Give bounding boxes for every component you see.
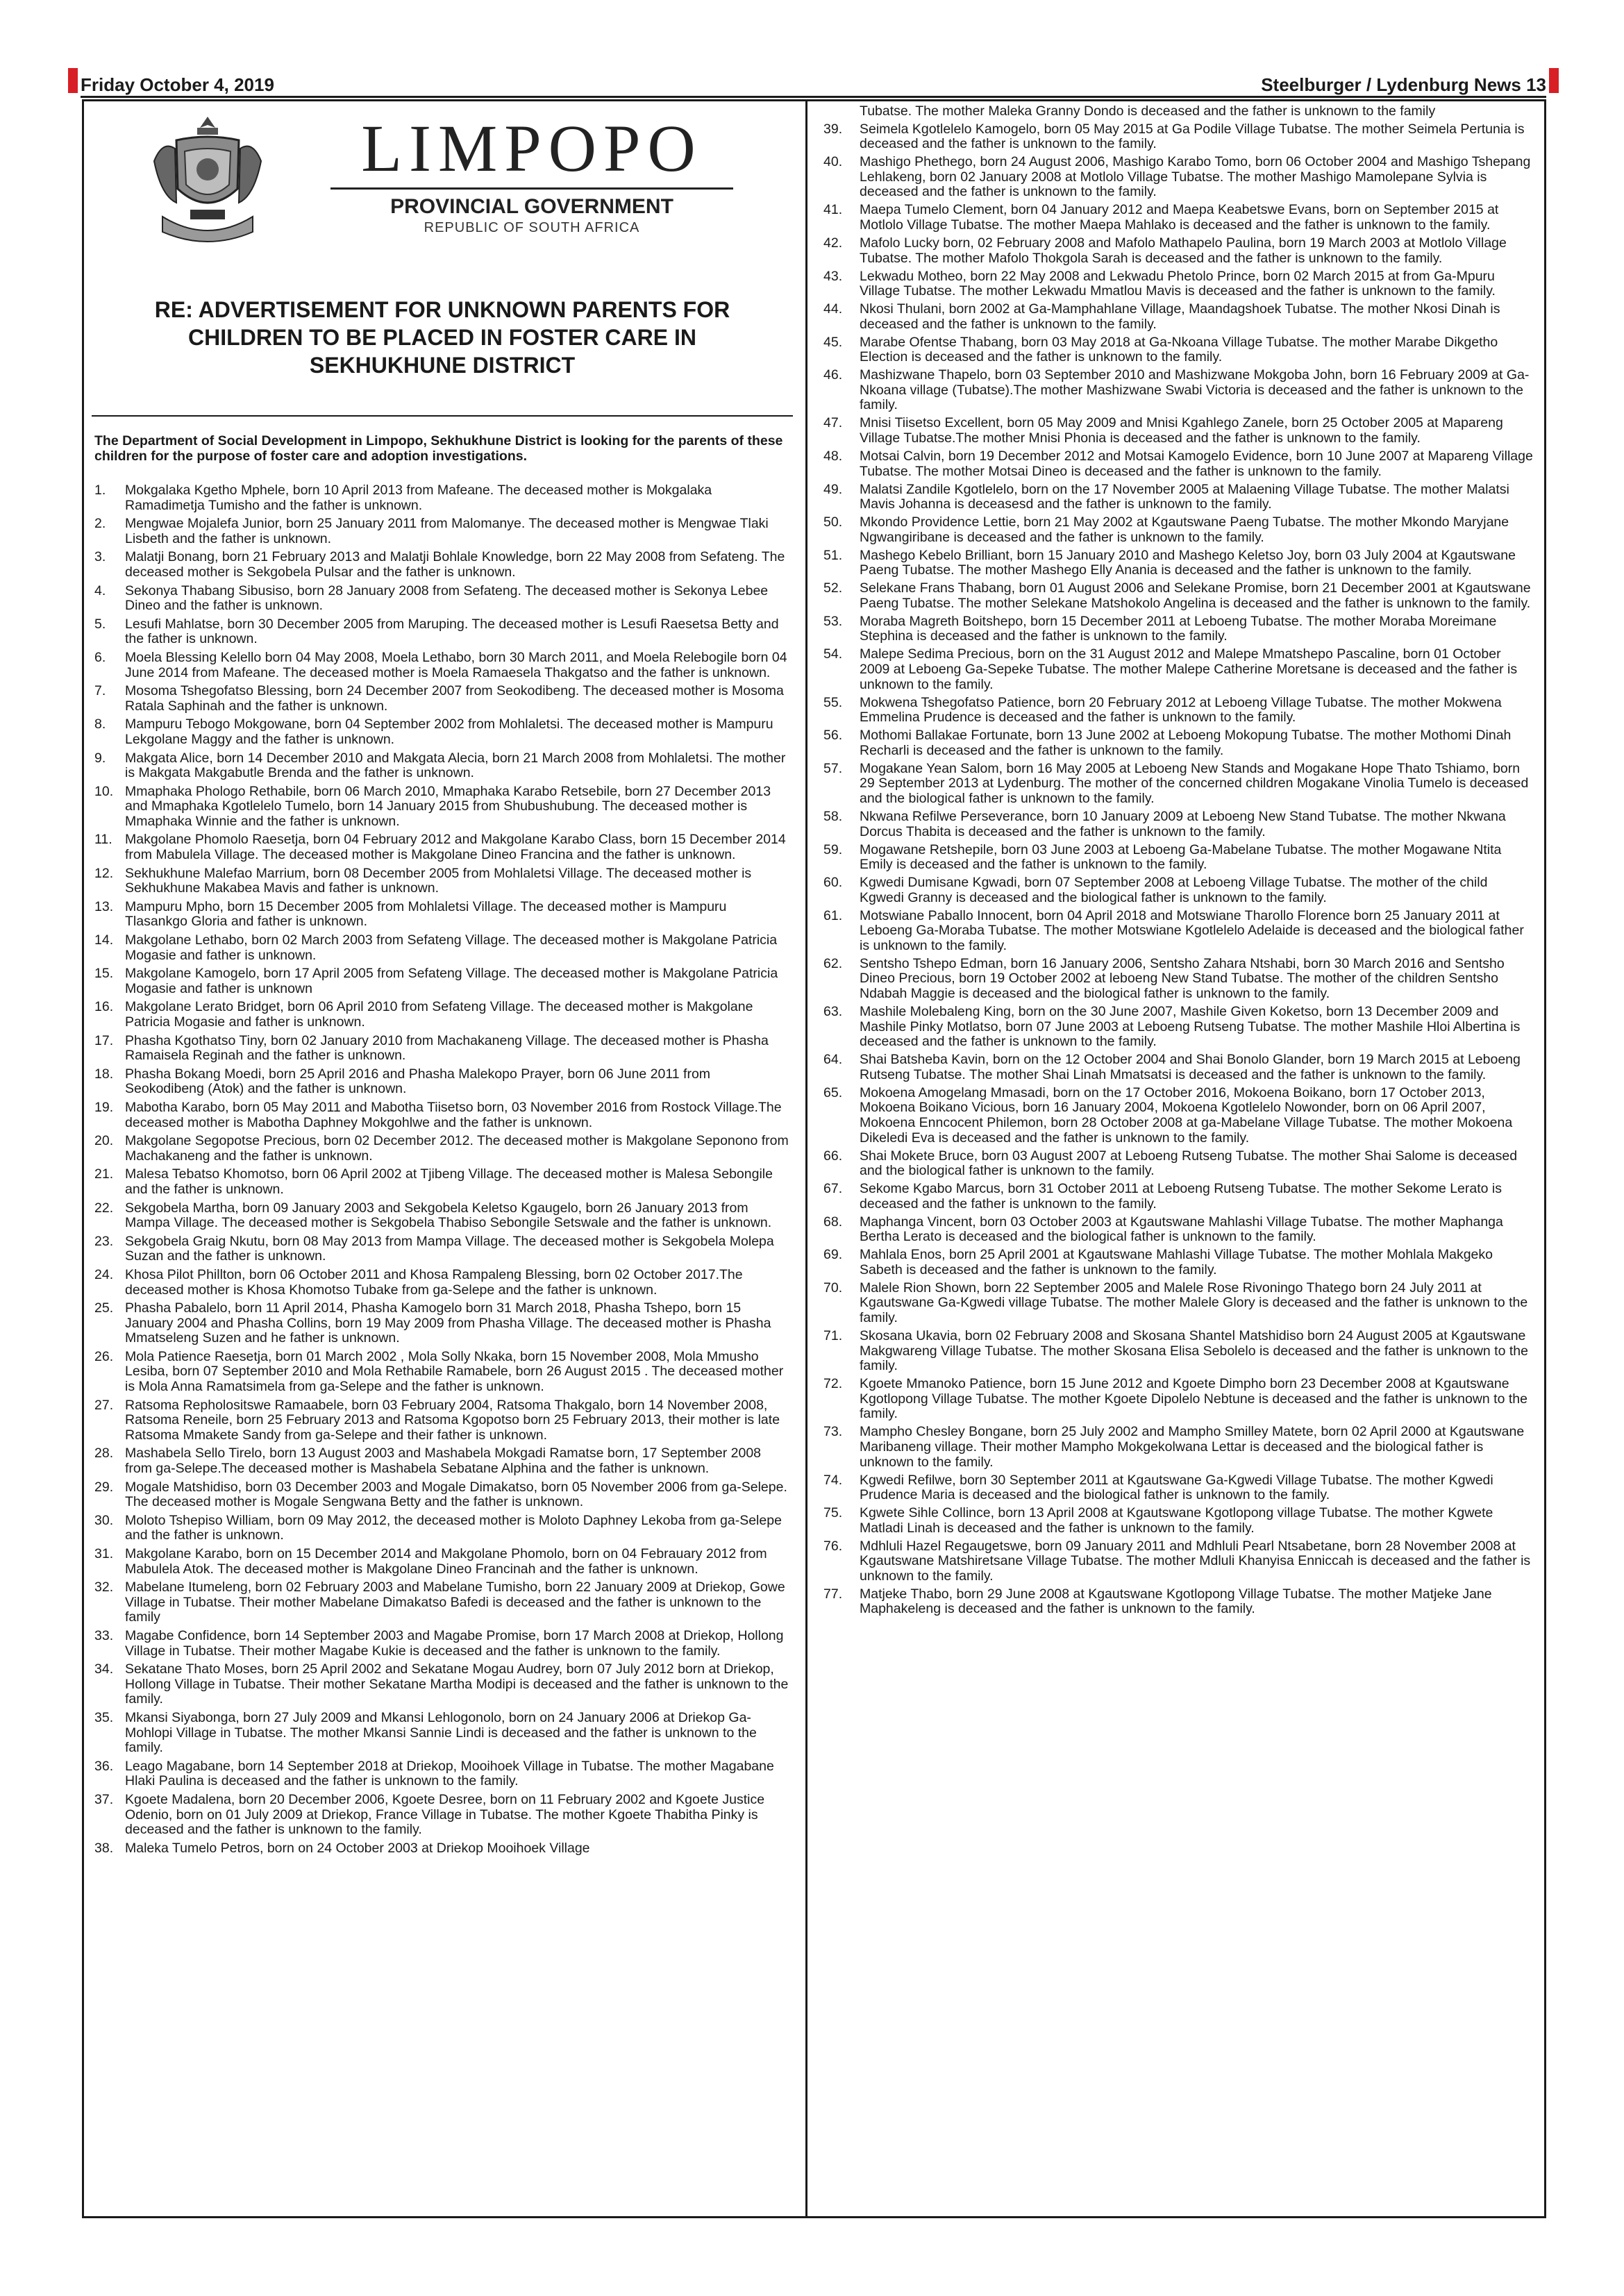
item-text: Mkondo Providence Lettie, born 21 May 2002 at Kgautswane Paeng Tubatse. The mother Mkondo Maryjane Ngwangiribane is deceased and the father is unknown to the family. (860, 514, 1509, 545)
item-number: 32. (94, 1579, 114, 1595)
list-item (814, 1425, 1540, 1470)
item-text: Mengwae Mojalefa Junior, born 25 January 2011 from Malomanye. The deceased mother is Mengwae Tlaki Lisbeth and the father is unknown. (125, 516, 769, 546)
item-text: Mogale Matshidiso, born 03 December 2003 and Mogale Dimakatso, born 05 November 2006 from ga-Selepe. The deceased mother is Mogale Sengwana Betty and the father is unknown. (125, 1479, 787, 1510)
column-divider (805, 99, 807, 2218)
list-item (87, 1841, 797, 1857)
item-number: 24. (94, 1266, 114, 1282)
coat-of-arms-icon (149, 112, 267, 251)
item-text: Shai Mokete Bruce, born 03 August 2007 at Leboeng Rutseng Tubatse. The mother Shai Salome is deceased and the biological father is unknown to the family. (860, 1148, 1518, 1179)
item-number: 75. (823, 1505, 843, 1521)
item-text: Lesufi Mahlatse, born 30 December 2005 from Maruping. The deceased mother is Lesufi Raesetsa Betty and the father is unknown. (125, 616, 779, 647)
item-number: 36. (94, 1758, 114, 1774)
list-item (87, 866, 797, 896)
list-item (87, 483, 797, 513)
item-number: 38. (94, 1840, 114, 1856)
list-item (87, 1446, 797, 1476)
list-item (87, 1268, 797, 1298)
item-number: 5. (94, 616, 106, 632)
item-text: Phasha Bokang Moedi, born 25 April 2016 and Phasha Malekopo Prayer, born 06 June 2011 from Seokodibeng (Atok) and the father is unknown. (125, 1066, 711, 1097)
item-text: Mashigo Phethego, born 24 August 2006, Mashigo Karabo Tomo, born 06 October 2004 and Mashigo Tshepang Lehlakeng, born 02 January 2008 at Motlolo Village Tubatse. The mother Mashigo Mamolepane Sylvia is deceased and the father is unknown to the family. (860, 154, 1531, 200)
list-item (87, 1134, 797, 1164)
item-text: Skosana Ukavia, born 02 February 2008 and Skosana Shantel Matshidiso born 24 August 2005 at Kgautswane Makgwareng Village Tubatse. The mother Skosana Elisa Sebolelo is deceased and the father is unknown to the family. (860, 1328, 1528, 1374)
list-item (87, 900, 797, 930)
list-item (814, 1329, 1540, 1374)
item-number: 48. (823, 448, 843, 464)
item-text: Malatsi Zandile Kgotlelelo, born on the 17 November 2005 at Malaening Village Tubatse. The mother Malatsi Mavis Johanna is deceasesd and the father is unknown to the family. (860, 481, 1509, 512)
item-number: 33. (94, 1627, 114, 1643)
item-number: 66. (823, 1148, 843, 1164)
item-text: Marabe Ofentse Thabang, born 03 May 2018 at Ga-Nkoana Village Tubatse. The mother Marabe Dikgetho Election is deceased and the father is unknown to the family. (860, 334, 1498, 365)
item-text: Mabotha Karabo, born 05 May 2011 and Mabotha Tiisetso born, 03 November 2016 from Rostock Village.The deceased mother is Mabotha Daphney Mokgohlwe and the father is unknown. (125, 1099, 782, 1130)
item-number: 6. (94, 649, 106, 665)
list-item (87, 1034, 797, 1064)
list-item (814, 1182, 1540, 1212)
list-item (814, 647, 1540, 692)
list-item (87, 1662, 797, 1707)
list-item (814, 236, 1540, 266)
item-text: Nkosi Thulani, born 2002 at Ga-Mamphahlane Village, Maandagshoek Tubatse. The mother Nkosi Dinah is deceased and the father is unknown to the family. (860, 301, 1500, 332)
list-item (87, 684, 797, 714)
item-text: Moraba Magreth Boitshepo, born 15 December 2011 at Leboeng Tubatse. The mother Moraba Moreimane Stephina is deceased and the father is unknown to the family. (860, 613, 1497, 644)
list-item (814, 843, 1540, 873)
item-number: 44. (823, 301, 843, 317)
item-number: 35. (94, 1709, 114, 1725)
item-number: 60. (823, 875, 843, 891)
item-number: 56. (823, 728, 843, 744)
item-number: 55. (823, 694, 843, 710)
item-number: 53. (823, 613, 843, 629)
item-number: 23. (94, 1233, 114, 1249)
item-text: Selekane Frans Thabang, born 01 August 2006 and Selekane Promise, born 21 December 2001 at Kgautswane Paeng Tubatse. The mother Selekane Matshokolo Angelina is deceased and the father is unknown to the family. (860, 580, 1531, 611)
item-text: Makgolane Kamogelo, born 17 April 2005 from Sefateng Village. The deceased mother is Makgolane Patricia Mogasie and father is unknown (125, 966, 778, 996)
item-text: Leago Magabane, born 14 September 2018 at Driekop, Mooihoek Village in Tubatse. The mother Magabane Hlaki Paulina is deceased and the father is unknown to the family. (125, 1758, 774, 1789)
item-text: Sekgobela Martha, born 09 January 2003 and Sekgobela Keletso Kgaugelo, born 26 January 2013 from Mampa Village. The deceased mother is Sekgobela Thabiso Sebongile Setswale and the father is unknown. (125, 1200, 772, 1231)
list-item (814, 762, 1540, 807)
list-item (814, 728, 1540, 758)
children-list-left (87, 483, 797, 1856)
list-item (814, 909, 1540, 954)
list-item (87, 1100, 797, 1130)
item-text: Mokoena Amogelang Mmasadi, born on the 17 October 2016, Mokoena Boikano, born 17 October 2013, Mokoena Boikano Vicious, born 16 January 2004, Mokoena Kgotlelelo Nowonder, born on 06 April 2007, Mokoena Enncocent Philemon, born 28 October 2008 at ga-Mabelane Village Tubatse. The mother Mokoena Dikeledi Eva is deceased and the father is unknown to the family. (860, 1084, 1513, 1146)
item-text: Kgoete Mmanoko Patience, born 15 June 2012 and Kgoete Dimpho born 23 December 2008 at Kgautswane Kgotlopong Village Tubatse. The mother Kgoete Dipolelo Nebtune is deceased and the father is unknown to the family. (860, 1376, 1527, 1422)
item-text: Sekgobela Graig Nkutu, born 08 May 2013 from Mampa Village. The deceased mother is Sekgobela Molepa Suzan and the father is unknown. (125, 1233, 774, 1264)
item-text: Makgolane Lerato Bridget, born 06 April 2010 from Sefateng Village. The deceased mother is Makgolane Patricia Mogasie and father is unknown. (125, 999, 753, 1030)
item-number: 72. (823, 1376, 843, 1392)
continued-entry: Tubatse. The mother Maleka Granny Dondo is deceased and the father is unknown to the family (860, 104, 1436, 119)
item-number: 29. (94, 1479, 114, 1495)
item-text: Mabelane Itumeleng, born 02 February 2003 and Mabelane Tumisho, born 22 January 2009 at Driekop, Gowe Village in Tubatse. Their mother Mabelane Dimakatso Bafedi is deceased and the father is unknown to the family (125, 1579, 785, 1625)
item-number: 70. (823, 1280, 843, 1296)
item-number: 42. (823, 235, 843, 251)
item-number: 17. (94, 1032, 114, 1048)
list-item (87, 651, 797, 680)
item-number: 4. (94, 583, 106, 598)
list-item (814, 1248, 1540, 1277)
item-text: Khosa Pilot Phillton, born 06 October 2011 and Khosa Rampaleng Blessing, born 02 October 2017.The deceased mother is Khosa Khomotso Tubake from ga-Selepe and the father is unknown. (125, 1266, 743, 1298)
item-text: Mampho Chesley Bongane, born 25 July 2002 and Mampho Smilley Matete, born 02 April 2000 at Kgautswane Maribaneng village. Their mother Mampho Mokgekolwana Lettar is deceased and the biological father is unknown to the family. (860, 1424, 1525, 1470)
list-item (87, 1514, 797, 1543)
item-number: 11. (94, 832, 112, 848)
item-text: Mampuru Tebogo Mokgowane, born 04 September 2002 from Mohlaletsi. The deceased mother is Mampuru Lekgolane Maggy and the father is unknown. (125, 717, 773, 747)
list-item (814, 548, 1540, 578)
list-item (814, 1053, 1540, 1082)
item-number: 26. (94, 1348, 114, 1364)
item-text: Matjeke Thabo, born 29 June 2008 at Kgautswane Kgotlopong Village Tubatse. The mother Matjeke Jane Maphakeleng is deceased and the father is unknown to the family. (860, 1586, 1492, 1617)
item-number: 10. (94, 783, 114, 799)
list-item (87, 584, 797, 614)
item-number: 57. (823, 760, 843, 776)
list-item (87, 1398, 797, 1443)
item-number: 74. (823, 1472, 843, 1488)
item-text: Kgoete Madalena, born 20 December 2006, Kgoete Desree, born on 11 February 2002 and Kgoete Justice Odenio, born on 01 July 2009 at Driekop, France Village in Tubatse. The mother Kgoete Thabitha Pinky is deceased and the father is unknown to the family. (125, 1791, 765, 1838)
brand-block (330, 111, 733, 237)
list-item (87, 933, 797, 963)
item-text: Mola Patience Raesetja, born 01 March 2002 , Mola Solly Nkaka, born 15 November 2008, Mola Mmusho Lesiba, born 07 September 2010 and Mola Rethabile Ramabele, born 26 August 2015 . The deceased mother is Mola Anna Ramatsimela from ga-Selepe and the father is unknown. (125, 1348, 784, 1395)
list-item (87, 1547, 797, 1577)
item-number: 59. (823, 841, 843, 857)
list-item (87, 1629, 797, 1659)
list-item (87, 1793, 797, 1838)
list-item (87, 517, 797, 546)
item-number: 54. (823, 646, 843, 662)
right-column (814, 104, 1540, 2217)
item-number: 14. (94, 932, 114, 948)
item-number: 16. (94, 999, 114, 1015)
item-number: 62. (823, 955, 843, 971)
brand-rule (330, 187, 733, 190)
item-number: 71. (823, 1328, 843, 1344)
item-number: 34. (94, 1661, 114, 1677)
list-item (814, 696, 1540, 726)
item-text: Moloto Tshepiso William, born 09 May 2012, the deceased mother is Moloto Daphney Lekoba from ga-Selepe and the father is unknown. (125, 1512, 782, 1543)
item-number: 77. (823, 1586, 843, 1602)
list-item (814, 957, 1540, 1002)
item-number: 22. (94, 1200, 114, 1216)
list-item (814, 1377, 1540, 1422)
item-text: Makgolane Phomolo Raesetja, born 04 February 2012 and Makgolane Karabo Class, born 15 December 2014 from Mabulela Village. The deceased mother is Makgolane Dineo Francina and the father is unknown. (125, 832, 786, 863)
item-text: Makgata Alice, born 14 December 2010 and Makgata Alecia, born 21 March 2008 from Mohlaletsi. The mother is Makgata Makgabutle Brenda and the father is unknown. (125, 750, 786, 781)
item-number: 37. (94, 1791, 114, 1807)
list-item (87, 832, 797, 862)
item-number: 2. (94, 516, 106, 532)
item-number: 30. (94, 1512, 114, 1528)
item-text: Mokgalaka Kgetho Mphele, born 10 April 2013 from Mafeane. The deceased mother is Mokgalaka Ramadimetja Tumisho and the father is unknown. (125, 483, 712, 513)
list-item (814, 810, 1540, 839)
list-item (87, 751, 797, 781)
item-number: 43. (823, 268, 843, 284)
list-item (814, 614, 1540, 644)
item-text: Moela Blessing Kelello born 04 May 2008, Moela Lethabo, born 30 March 2011, and Moela Relebogile born 04 June 2014 from Mafeane. The deceased mother is Moela Ramaesela Thakgatso and the father is unknown. (125, 649, 787, 680)
item-number: 9. (94, 750, 106, 766)
republic-line: REPUBLIC OF SOUTH AFRICA (424, 220, 640, 235)
list-item (814, 1506, 1540, 1536)
item-number: 27. (94, 1397, 114, 1413)
item-text: Mashile Molebaleng King, born on the 30 June 2007, Mashile Given Koketso, born 13 December 2009 and Mashile Pinky Motlatso, born 07 June 2003 at Leboeng Rutseng Tubatse. The mother Mashile Hloi Albertina is deceased and the father is unknown to the family. (860, 1004, 1521, 1050)
item-number: 45. (823, 334, 843, 350)
left-column (87, 104, 797, 2217)
item-text: Mashizwane Thapelo, born 03 September 2010 and Mashizwane Mokgoba John, born 16 February 2009 at Ga-Nkoana village (Tubatse).The mother Mashizwane Swabi Victoria is deceased and the father is unknown to the family. (860, 367, 1530, 413)
item-number: 21. (94, 1166, 114, 1182)
item-number: 15. (94, 966, 114, 982)
list-item (814, 155, 1540, 200)
intro-paragraph: The Department of Social Development in Limpopo, Sekhukhune District is looking for the parents of these children for the purpose of foster care and adoption investigations. (94, 433, 783, 464)
item-number: 51. (823, 547, 843, 563)
item-text: Mosoma Tshegofatso Blessing, born 24 December 2007 from Seokodibeng. The deceased mother is Mosoma Ratala Saphinah and the father is unknown. (125, 683, 784, 714)
list-item (814, 515, 1540, 545)
province-name: LIMPOPO (361, 111, 703, 185)
list-item (814, 581, 1540, 611)
list-item (814, 483, 1540, 512)
item-text: Kgwedi Dumisane Kgwadi, born 07 September 2008 at Leboeng Village Tubatse. The mother of the child Kgwedi Granny is deceased and the biological father is unknown to the family. (860, 875, 1488, 905)
item-text: Mampuru Mpho, born 15 December 2005 from Mohlaletsi Village. The deceased mother is Mampuru Tlasankgo Gloria and father is unknown. (125, 898, 727, 930)
list-item (87, 717, 797, 747)
item-number: 8. (94, 717, 106, 732)
item-number: 46. (823, 367, 843, 383)
item-text: Phasha Kgothatso Tiny, born 02 January 2010 from Machakaneng Village. The deceased mother is Phasha Ramaisela Reginah and the father is unknown. (125, 1032, 769, 1064)
list-item (814, 1149, 1540, 1179)
item-text: Seimela Kgotlelelo Kamogelo, born 05 May 2015 at Ga Podile Village Tubatse. The mother Seimela Pertunia is deceased and the father is unknown to the family. (860, 121, 1525, 152)
list-item (814, 1086, 1540, 1146)
item-number: 65. (823, 1084, 843, 1100)
item-text: Magabe Confidence, born 14 September 2003 and Magabe Promise, born 17 March 2008 at Driekop, Hollong Village in Tubatse. Their mother Magabe Kukie is deceased and the father is unknown to the family. (125, 1627, 784, 1659)
item-text: Makgolane Lethabo, born 02 March 2003 from Sefateng Village. The deceased mother is Makgolane Patricia Mogasie and father is unknown. (125, 932, 778, 963)
list-item (87, 1067, 797, 1097)
issue-date: Friday October 4, 2019 (81, 74, 274, 95)
item-number: 68. (823, 1214, 843, 1230)
item-number: 41. (823, 202, 843, 218)
list-item (87, 1301, 797, 1346)
item-text: Sekatane Thato Moses, born 25 April 2002 and Sekatane Mogau Audrey, born 07 July 2012 born at Driekop, Hollong Village in Tubatse. Their mother Sekatane Martha Modipi is deceased and the father is unknown to the family. (125, 1661, 789, 1707)
item-number: 1. (94, 483, 106, 498)
item-text: Kgwete Sihle Collince, born 13 April 2008 at Kgautswane Kgotlopong village Tubatse. The mother Kgwete Matladi Linah is deceased and the father is unknown to the family. (860, 1505, 1493, 1536)
item-number: 73. (823, 1424, 843, 1440)
item-text: Makgolane Segopotse Precious, born 02 December 2012. The deceased mother is Makgolane Seponono from Machakaneng and the father is unknown. (125, 1133, 789, 1164)
list-item (87, 1000, 797, 1030)
item-text: Maleka Tumelo Petros, born on 24 October 2003 at Driekop Mooihoek Village (125, 1840, 590, 1856)
page-label: Steelburger / Lydenburg News 13 (1261, 74, 1546, 95)
item-text: Maepa Tumelo Clement, born 04 January 2012 and Maepa Keabetswe Evans, born on September 2015 at Motlolo Village Tubatse. The mother Maepa Mahlako is deceased and the father is unknown to the family. (860, 202, 1499, 233)
item-number: 7. (94, 683, 106, 699)
list-item (87, 1234, 797, 1264)
header-accent-right (1549, 68, 1559, 93)
header-rule (81, 96, 1546, 98)
list-item (87, 550, 797, 580)
item-text: Maphanga Vincent, born 03 October 2003 at Kgautswane Mahlashi Village Tubatse. The mother Maphanga Bertha Lerato is deceased and the biological father is unknown to the family. (860, 1214, 1503, 1245)
item-text: Sentsho Tshepo Edman, born 16 January 2006, Sentsho Zahara Ntshabi, born 30 March 2016 and Sentsho Dineo Precious, born 19 October 2002 at leboeng New Stand Tubatse. The mother of the children Sentsho Ndabah Maggie is deceased and the biological father is unknown to the family. (860, 955, 1505, 1002)
item-number: 67. (823, 1181, 843, 1197)
list-item (814, 416, 1540, 446)
item-number: 3. (94, 549, 106, 565)
item-text: Malele Rion Shown, born 22 September 2005 and Malele Rose Rivoningo Thatego born 24 July 2011 at Kgautswane Ga-Kgwedi village Tubatse. The mother Malele Glory is deceased and the father is unknown to the family. (860, 1280, 1528, 1326)
item-number: 12. (94, 865, 114, 881)
item-number: 47. (823, 415, 843, 431)
list-item (87, 1759, 797, 1789)
title-separator (92, 415, 793, 417)
list-item (814, 203, 1540, 233)
item-text: Sekhukhune Malefao Marrium, born 08 December 2005 from Mohlaletsi Village. The deceased mother is Sekhukhune Makabea Mavis and father is unknown. (125, 865, 752, 896)
item-text: Mkansi Siyabonga, born 27 July 2009 and Mkansi Lehlogonolo, born on 24 January 2006 at Driekop Ga-Mohlopi Village in Tubatse. The mother Mkansi Sannie Lindi is deceased and the father is unknown to the family. (125, 1709, 757, 1756)
item-text: Kgwedi Refilwe, born 30 September 2011 at Kgautswane Ga-Kgwedi Village Tubatse. The mother Kgwedi Prudence Maria is deceased and the biological father is unknown to the family. (860, 1472, 1493, 1503)
item-text: Malepe Sedima Precious, born on the 31 August 2012 and Malepe Mmatshepo Pascaline, born 01 October 2009 at Leboeng Ga-Sepeke Tubatse. The mother Malepe Catherine Moretsane is deceased and the father is unknown to the family. (860, 646, 1518, 692)
item-number: 58. (823, 808, 843, 824)
item-text: Mafolo Lucky born, 02 February 2008 and Mafolo Mathapelo Paulina, born 19 March 2003 at Motlolo Village Tubatse. The mother Mafolo Thokgola Sarah is deceased and the father is unknown to the family. (860, 235, 1507, 266)
list-item (814, 302, 1540, 332)
item-number: 49. (823, 481, 843, 497)
list-item (87, 1580, 797, 1625)
item-number: 19. (94, 1099, 114, 1115)
item-text: Mashabela Sello Tirelo, born 13 August 2003 and Mashabela Mokgadi Ramatse born, 17 September 2008 from ga-Selepe.The deceased mother is Mashabela Sebatane Alphina and the father is unknown. (125, 1446, 762, 1477)
item-text: Sekome Kgabo Marcus, born 31 October 2011 at Leboeng Rutseng Tubatse. The mother Sekome Lerato is deceased and the father is unknown to the family. (860, 1181, 1502, 1212)
item-text: Malesa Tebatso Khomotso, born 06 April 2002 at Tjibeng Village. The deceased mother is Malesa Sebongile and the father is unknown. (125, 1166, 773, 1197)
list-item (814, 122, 1540, 152)
list-item (87, 1480, 797, 1510)
item-number: 64. (823, 1052, 843, 1068)
list-item (87, 1201, 797, 1231)
item-number: 69. (823, 1247, 843, 1263)
list-item (814, 1539, 1540, 1584)
item-number: 40. (823, 154, 843, 170)
advert-title: RE: ADVERTISEMENT FOR UNKNOWN PARENTS FOR CHILDREN TO BE PLACED IN FOSTER CARE IN SEKHUKHUNE DISTRICT (154, 297, 730, 378)
item-text: Phasha Pabalelo, born 11 April 2014, Phasha Kamogelo born 31 March 2018, Phasha Tshepo, born 15 January 2004 and Phasha Collins, born 19 May 2009 from Phasha Village. The deceased mother is Phasha Mmatseleng Suzen and he father is unknown. (125, 1300, 771, 1346)
list-item (87, 617, 797, 647)
item-number: 52. (823, 580, 843, 596)
list-item (87, 1167, 797, 1197)
item-number: 28. (94, 1446, 114, 1461)
item-text: Mnisi Tiisetso Excellent, born 05 May 2009 and Mnisi Kgahlego Zanele, born 25 October 2005 at Mapareng Village Tubatse.The mother Mnisi Phonia is deceased and the father is unknown to the family. (860, 415, 1503, 446)
item-number: 61. (823, 907, 843, 923)
item-number: 13. (94, 898, 114, 914)
item-text: Sekonya Thabang Sibusiso, born 28 January 2008 from Sefateng. The deceased mother is Sekonya Lebee Dineo and the father is unknown. (125, 583, 769, 614)
item-text: Ratsoma Repholositswe Ramaabele, born 03 February 2004, Ratsoma Thakgalo, born 14 November 2008, Ratsoma Reneile, born 25 February 2013 and Ratsoma Kgopotso born 25 February 2013, their mother is late Ratsoma Mmakete Sandy from ga-Selepe and their father is unknown. (125, 1397, 780, 1443)
item-text: Lekwadu Motheo, born 22 May 2008 and Lekwadu Phetolo Prince, born 02 March 2015 at from Ga-Mpuru Village Tubatse. The mother Lekwadu Mmatlou Mavis is deceased and the father is unknown to the family. (860, 268, 1496, 299)
item-number: 76. (823, 1538, 843, 1554)
list-item (87, 1711, 797, 1756)
item-text: Mahlala Enos, born 25 April 2001 at Kgautswane Mahlashi Village Tubatse. The mother Mohlala Makgeko Sabeth is deceased and the father is unknown to the family. (860, 1247, 1493, 1277)
list-item (814, 1215, 1540, 1245)
list-item (87, 1350, 797, 1395)
list-item (814, 368, 1540, 413)
item-text: Nkwana Refilwe Perseverance, born 10 January 2009 at Leboeng New Stand Tubatse. The mother Nkwana Dorcus Thabita is deceased and the father is unknown to the family. (860, 808, 1506, 839)
government-logo (87, 104, 797, 264)
item-text: Motswiane Paballo Innocent, born 04 April 2018 and Motswiane Tharollo Florence born 25 January 2011 at Leboeng Ga-Moraba Tubatse. The mother Motswiane Kgotlelelo Adelaide is deceased and the biological father is unknown to the family. (860, 907, 1524, 953)
item-text: Mogawane Retshepile, born 03 June 2003 at Leboeng Ga-Mabelane Tubatse. The mother Mogawane Ntita Emily is deceased and the father is unknown to the family. (860, 841, 1502, 873)
list-item (87, 785, 797, 830)
item-number: 20. (94, 1133, 114, 1149)
header-accent-left (68, 68, 78, 93)
children-list-right (814, 122, 1540, 1617)
list-item (814, 1473, 1540, 1503)
list-item (87, 966, 797, 996)
item-text: Makgolane Karabo, born on 15 December 2014 and Makgolane Phomolo, born on 04 Febrauary 2012 from Mabulela Atok. The deceased mother is Makgolane Dineo Francinah and the father is unknown. (125, 1546, 767, 1577)
item-number: 63. (823, 1004, 843, 1020)
item-text: Mmaphaka Phologo Rethabile, born 06 March 2010, Mmaphaka Karabo Retsebile, born 27 December 2013 and Mmaphaka Kgotlelelo Tumelo, born 14 January 2015 from Shubushubung. The deceased mother is Mmaphaka Winnie and the father is unknown. (125, 783, 771, 829)
item-text: Mogakane Yean Salom, born 16 May 2005 at Leboeng New Stands and Mogakane Hope Thato Tshiamo, born 29 September 2013 at Lydenburg. The mother of the concerned children Mogakane Vinolia Tumelo is deceased and the biological father is unknown to the family. (860, 760, 1529, 806)
list-item (814, 875, 1540, 905)
list-item (814, 449, 1540, 479)
item-text: Shai Batsheba Kavin, born on the 12 October 2004 and Shai Bonolo Glander, born 19 March 2015 at Leboeng Rutseng Tubatse. The mother Shai Linah Mmatsatsi is deceased and the father is unknown to the family. (860, 1052, 1521, 1082)
list-item (814, 1005, 1540, 1050)
item-number: 50. (823, 514, 843, 530)
item-text: Mashego Kebelo Brilliant, born 15 January 2010 and Mashego Keletso Joy, born 03 July 2004 at Kgautswane Paeng Tubatse. The mother Mashego Elly Anania is deceased and the father is unknown to the family. (860, 547, 1516, 578)
list-item (814, 1281, 1540, 1326)
item-number: 31. (94, 1546, 114, 1561)
list-item (814, 335, 1540, 365)
item-text: Mothomi Ballakae Fortunate, born 13 June 2002 at Leboeng Mokopung Tubatse. The mother Mothomi Dinah Recharli is deceased and the father is unknown to the family. (860, 728, 1512, 758)
list-item (814, 269, 1540, 299)
item-text: Motsai Calvin, born 19 December 2012 and Motsai Kamogelo Evidence, born 10 June 2007 at Mapareng Village Tubatse. The mother Motsai Dineo is deceased and the father is unknown to the family. (860, 448, 1533, 479)
government-line: PROVINCIAL GOVERNMENT (390, 195, 673, 218)
item-text: Mdhluli Hazel Regaugetswe, born 09 January 2011 and Mdhluli Pearl Ntsabetane, born 28 November 2008 at Kgautswane Matshiretsane Village Tubatse. The mother Mdluli Khanyisa Enniccah is deceased and the father is unknown to the family. (860, 1538, 1531, 1584)
item-text: Malatji Bonang, born 21 February 2013 and Malatji Bohlale Knowledge, born 22 May 2008 from Sefateng. The deceased mother is Sekgobela Pulsar and the father is unknown. (125, 549, 785, 580)
item-number: 18. (94, 1066, 114, 1082)
item-number: 39. (823, 121, 843, 137)
item-text: Mokwena Tshegofatso Patience, born 20 February 2012 at Leboeng Village Tubatse. The mother Mokwena Emmelina Prudence is deceased and the father is unknown to the family. (860, 694, 1502, 726)
list-item (814, 1587, 1540, 1617)
item-number: 25. (94, 1300, 114, 1316)
